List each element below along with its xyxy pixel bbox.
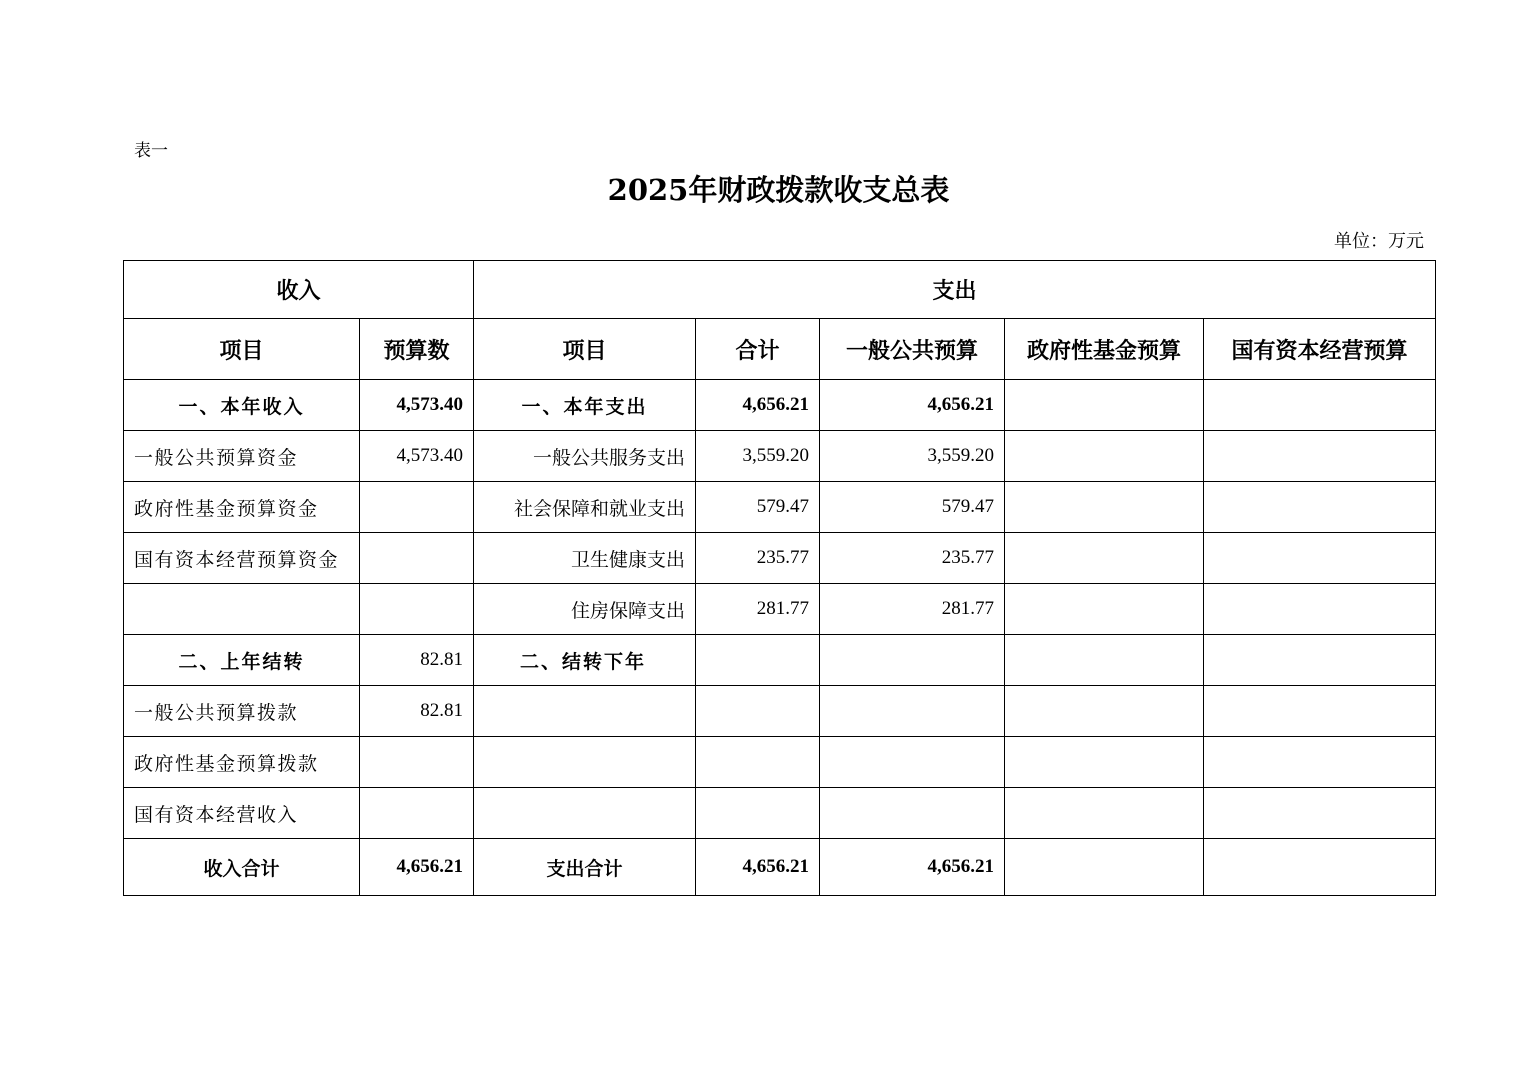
expense-fund: [1005, 788, 1204, 839]
column-header-row: [124, 319, 1436, 380]
income-item: 一般公共预算拨款: [124, 686, 360, 737]
expense-fund: [1005, 737, 1204, 788]
expense-item: [474, 686, 696, 737]
expense-total: [696, 686, 820, 737]
expense-item: [474, 788, 696, 839]
table-row: [124, 737, 1436, 788]
expense-total: 281.77: [696, 584, 820, 635]
expense-general: 4,656.21: [820, 380, 1005, 431]
col-capital-budget: 国有资本经营预算: [1204, 319, 1436, 380]
table-row: [124, 431, 1436, 482]
expense-item: 一、本年支出: [474, 380, 696, 431]
income-item: 国有资本经营收入: [124, 788, 360, 839]
col-expense-item: 项目: [474, 319, 696, 380]
table-number: 表一: [134, 141, 168, 161]
table-row: [124, 380, 1436, 431]
table-row: [124, 788, 1436, 839]
expense-fund: [1005, 380, 1204, 431]
expense-general: [820, 635, 1005, 686]
expense-general: 579.47: [820, 482, 1005, 533]
expense-capital: [1204, 431, 1436, 482]
table-row: [124, 533, 1436, 584]
income-header: 收入: [124, 261, 474, 319]
expense-capital: [1204, 839, 1436, 896]
income-total-amount: 4,656.21: [360, 839, 474, 896]
table-row: [124, 482, 1436, 533]
expense-item: 卫生健康支出: [474, 533, 696, 584]
income-item: [124, 584, 360, 635]
header-group-row: [124, 261, 1436, 319]
expense-general: 4,656.21: [820, 839, 1005, 896]
income-amount: [360, 788, 474, 839]
income-item: 二、上年结转: [124, 635, 360, 686]
expense-header: 支出: [474, 261, 1436, 319]
expense-fund: [1005, 686, 1204, 737]
income-item: 国有资本经营预算资金: [124, 533, 360, 584]
expense-fund: [1005, 533, 1204, 584]
income-item: 政府性基金预算拨款: [124, 737, 360, 788]
income-amount: 82.81: [360, 686, 474, 737]
table-row: [124, 584, 1436, 635]
expense-capital: [1204, 737, 1436, 788]
unit-label: 单位：万元: [1334, 231, 1424, 252]
expense-total: 235.77: [696, 533, 820, 584]
expense-total-label: 支出合计: [474, 839, 696, 896]
expense-total: 3,559.20: [696, 431, 820, 482]
expense-capital: [1204, 380, 1436, 431]
income-amount: 4,573.40: [360, 431, 474, 482]
expense-general: 3,559.20: [820, 431, 1005, 482]
expense-total: 579.47: [696, 482, 820, 533]
expense-general: [820, 737, 1005, 788]
income-amount: [360, 482, 474, 533]
income-total-label: 收入合计: [124, 839, 360, 896]
table-row: [124, 686, 1436, 737]
expense-fund: [1005, 482, 1204, 533]
expense-item: 社会保障和就业支出: [474, 482, 696, 533]
page-title: 2025年财政拨款收支总表: [607, 173, 950, 207]
expense-capital: [1204, 788, 1436, 839]
col-income-item: 项目: [124, 319, 360, 380]
expense-fund: [1005, 839, 1204, 896]
expense-item: 一般公共服务支出: [474, 431, 696, 482]
expense-item: 二、结转下年: [474, 635, 696, 686]
expense-total: 4,656.21: [696, 380, 820, 431]
income-amount: 82.81: [360, 635, 474, 686]
income-item: 一、本年收入: [124, 380, 360, 431]
expense-capital: [1204, 686, 1436, 737]
col-fund-budget: 政府性基金预算: [1005, 319, 1204, 380]
table-row: [124, 635, 1436, 686]
income-amount: [360, 584, 474, 635]
budget-table: [123, 260, 1436, 896]
expense-general: 281.77: [820, 584, 1005, 635]
expense-item: [474, 737, 696, 788]
expense-general: 235.77: [820, 533, 1005, 584]
expense-capital: [1204, 533, 1436, 584]
income-amount: 4,573.40: [360, 380, 474, 431]
total-row: [124, 839, 1436, 896]
expense-total: [696, 788, 820, 839]
income-item: 政府性基金预算资金: [124, 482, 360, 533]
expense-capital: [1204, 635, 1436, 686]
expense-general: [820, 686, 1005, 737]
expense-general: [820, 788, 1005, 839]
expense-fund: [1005, 584, 1204, 635]
expense-total: 4,656.21: [696, 839, 820, 896]
expense-total: [696, 635, 820, 686]
expense-fund: [1005, 431, 1204, 482]
expense-capital: [1204, 482, 1436, 533]
col-expense-total: 合计: [696, 319, 820, 380]
income-amount: [360, 533, 474, 584]
income-amount: [360, 737, 474, 788]
col-income-budget: 预算数: [360, 319, 474, 380]
income-item: 一般公共预算资金: [124, 431, 360, 482]
expense-capital: [1204, 584, 1436, 635]
expense-fund: [1005, 635, 1204, 686]
col-general-budget: 一般公共预算: [820, 319, 1005, 380]
expense-item: 住房保障支出: [474, 584, 696, 635]
expense-total: [696, 737, 820, 788]
